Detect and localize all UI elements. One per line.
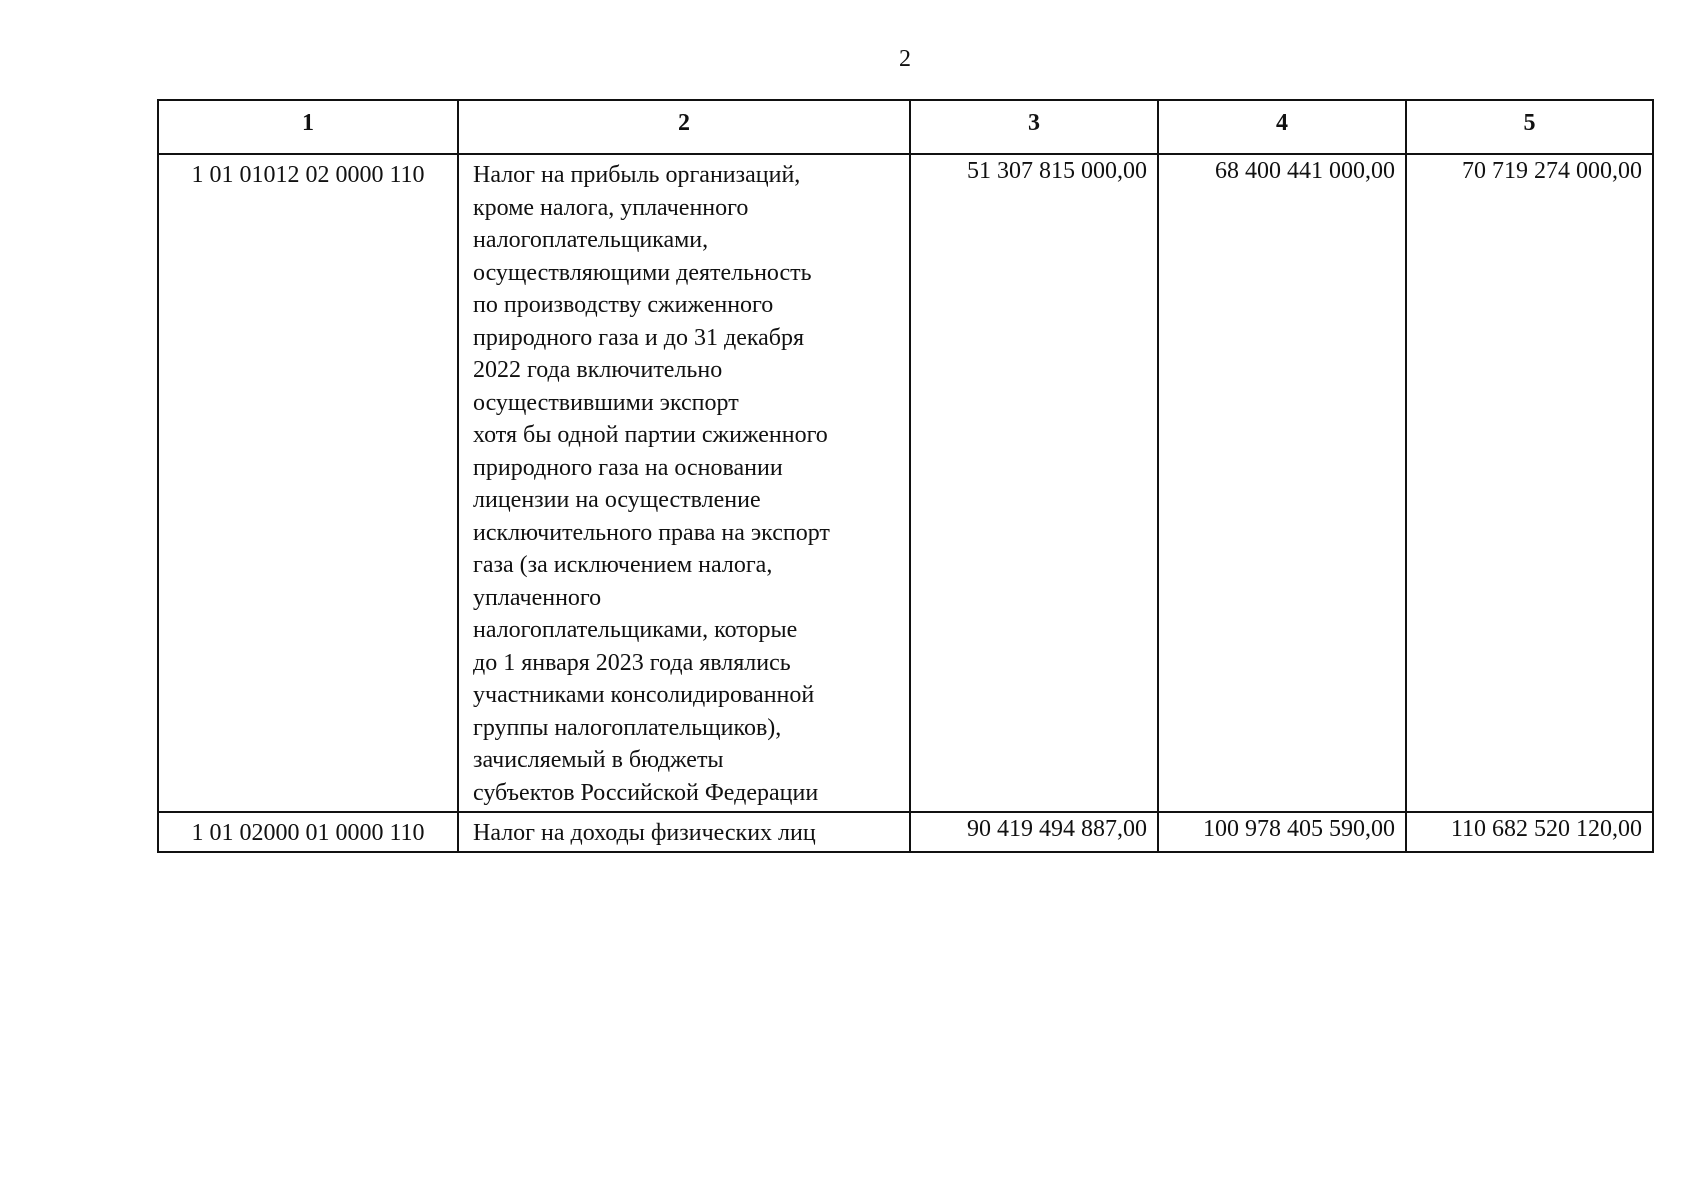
tax-name-line: Налог на доходы физических лиц — [473, 820, 816, 846]
tax-name-line: природного газа и до 31 декабря — [473, 324, 805, 351]
amount-col-5-cell: 70 719 274 000,00 — [1406, 154, 1653, 812]
header-col-1: 1 — [158, 100, 458, 154]
amount-col-4-cell: 100 978 405 590,00 — [1158, 812, 1406, 852]
tax-name-line: лицензии на осуществление — [473, 487, 761, 513]
tax-name-line: природного газа на основании — [473, 454, 783, 481]
tax-name-line: уплаченного — [473, 584, 602, 611]
header-col-3: 3 — [910, 100, 1158, 154]
amount-col-3-cell: 51 307 815 000,00 — [910, 154, 1158, 812]
tax-name-line: газа (за исключением налога, — [473, 552, 773, 578]
amount-col-5-cell: 110 682 520 120,00 — [1406, 812, 1653, 852]
tax-name-line: по производству сжиженного — [473, 292, 774, 318]
tax-name-line: осуществившими экспорт — [473, 389, 739, 416]
tax-name-line: хотя бы одной партии сжиженного — [473, 422, 828, 448]
header-col-5: 5 — [1406, 100, 1653, 154]
budget-revenue-table — [157, 99, 1654, 853]
tax-name-line: группы налогоплательщиков), — [473, 714, 782, 741]
tax-name-line: до 1 января 2023 года являлись — [473, 649, 791, 676]
tax-name-line: исключительного права на экспорт — [473, 519, 830, 546]
table-row — [158, 812, 1653, 852]
tax-name-cell — [458, 154, 910, 812]
tax-name-line: Налог на прибыль организаций, — [473, 162, 801, 188]
budget-code-cell: 1 01 02000 01 0000 110 — [158, 812, 458, 852]
tax-name-line: кроме налога, уплаченного — [473, 194, 749, 221]
tax-name-line: налогоплательщиками, — [473, 227, 709, 253]
tax-name-line: осуществляющими деятельность — [473, 259, 812, 286]
table-header-row — [158, 100, 1653, 154]
tax-name-line: 2022 года включительно — [473, 357, 723, 383]
table-row — [158, 154, 1653, 812]
page-number: 2 — [899, 46, 911, 72]
budget-code-cell: 1 01 01012 02 0000 110 — [158, 154, 458, 812]
tax-name-line: участниками консолидированной — [473, 682, 815, 708]
amount-col-4-cell: 68 400 441 000,00 — [1158, 154, 1406, 812]
header-col-2: 2 — [458, 100, 910, 154]
header-col-4: 4 — [1158, 100, 1406, 154]
amount-col-3-cell: 90 419 494 887,00 — [910, 812, 1158, 852]
tax-name-line: субъектов Российской Федерации — [473, 779, 819, 806]
tax-name-line: зачисляемый в бюджеты — [473, 747, 724, 773]
tax-name-cell — [458, 812, 910, 852]
tax-name-line: налогоплательщиками, которые — [473, 617, 798, 643]
